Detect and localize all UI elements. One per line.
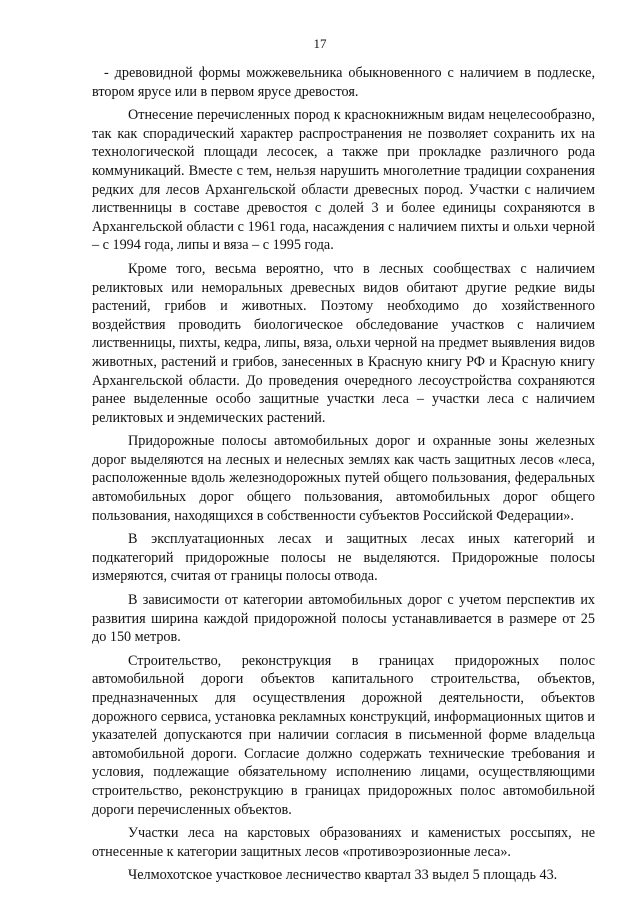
paragraph-biological-survey: Кроме того, весьма вероятно, что в лесных сообществах с наличием реликтовых или неморальных древесных видов обитают другие редкие виды растений, грибов и животных. Поэтому необходимо до хозяйственного воздействия проводить биологическое обследование участков с наличием лиственницы, пихты, кедра, липы, вяза, ольхи черной на предмет выявления видов животных, растений и грибов, занесенных в Красную книгу РФ и Красную книгу Архангельской области. До проведения очередного лесоустройства сохраняются ранее выделенные особо защитные участки леса – участки леса с наличием реликтовых и эндемических растений.	[92, 260, 595, 426]
paragraph-red-book-rationale: Отнесение перечисленных пород к краснокнижным видам нецелесообразно, так как спорадический характер распространения не позволяет сохранить их на технологической площади лесосек, а также при прокладке различного рода коммуникаций. Вместе с тем, нельзя нарушить многолетние традиции сохранения редких для лесов Архангельской области древесных пород. Участки с наличием лиственницы в составе древостоя с долей 3 и более единицы сохраняются в Архангельской области с 1961 года, насаждения с наличием пихты и ольхи черной – с 1994 года, липы и вяза – с 1995 года.	[92, 107, 595, 254]
paragraph-roadside-strips: Придорожные полосы автомобильных дорог и охранные зоны железных дорог выделяются на лесных и нелесных землях как часть защитных лесов «леса, расположенные вдоль железнодорожных путей общего пользования, федеральных автомобильных дорог общего пользования, автомобильных дорог общего пользования, находящихся в собственности субъектов Российской Федерации».	[92, 433, 595, 524]
paragraph-exploitation-forests: В эксплуатационных лесах и защитных лесах иных категорий и подкатегорий придорожные полосы не выделяются. Придорожные полосы измеряются, считая от границы полосы отвода.	[92, 531, 595, 585]
document-body	[92, 64, 595, 890]
paragraph-karst-areas: Участки леса на карстовых образованиях и каменистых россыпях, не отнесенные к категории защитных лесов «противоэрозионные леса».	[92, 825, 595, 860]
page-number: 17	[313, 36, 327, 51]
paragraph-strip-width: В зависимости от категории автомобильных дорог с учетом перспектив их развития ширина каждой придорожной полосы устанавливается в размере от 25 до 150 метров.	[92, 592, 595, 646]
paragraph-location: Челмохотское участковое лесничество квартал 33 выдел 5 площадь 43.	[128, 867, 558, 884]
paragraph-juniper: - древовидной формы можжевельника обыкновенного с наличием в подлеске, втором ярусе или в первом ярусе древостоя.	[92, 65, 595, 100]
paragraph-construction-rules: Строительство, реконструкция в границах придорожных полос автомобильной дороги объектов капитального строительства, объектов, предназначенных для осуществления дорожной деятельности, объектов дорожного сервиса, установка рекламных конструкций, информационных щитов и указателей допускаются при наличии согласия в письменной форме владельца автомобильной дороги. Согласие должно содержать технические требования и условия, подлежащие обязательному исполнению лицами, осуществляющими строительство, реконструкцию в границах придорожных полос автомобильной дороги перечисленных объектов.	[92, 652, 595, 818]
